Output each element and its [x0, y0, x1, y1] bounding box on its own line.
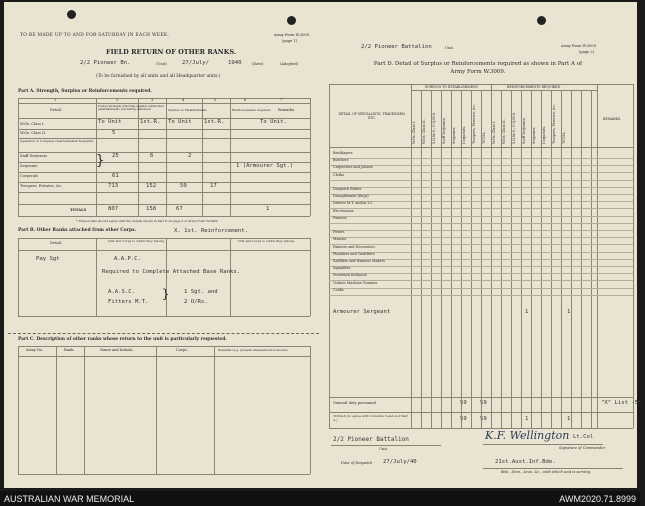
col-number: 2 [116, 98, 119, 102]
sub-column-header: S.Q.M.S.; C.Q.M.S. [512, 111, 516, 144]
date-label: (Date) [252, 62, 264, 66]
part-b-entry: 1 Sgt. and [184, 289, 218, 295]
signature-rank: Lt.Col [573, 434, 594, 440]
detail-header: DETAIL OF SPECIALISTS, TRADESMEN, ETC. [338, 112, 406, 121]
part-b-header: Unit and Corps to which they belong. [108, 239, 165, 243]
totals-value: 158 [146, 206, 157, 212]
fold-line [8, 333, 319, 334]
trade-row: Cooks [333, 287, 344, 292]
form-number: Army Form W.3009 [274, 33, 309, 37]
armourer-label: Armourer Sergeant [333, 309, 391, 315]
part-b-header: Detail. [50, 241, 63, 245]
col-number: 5 [214, 98, 217, 102]
left-page [4, 2, 320, 488]
trade-row: Clerks [333, 172, 345, 177]
general-duty-total: 59 [480, 400, 487, 406]
sub-column-header: W.Os. Class II. [502, 119, 506, 144]
reinf-header: REINFORCEMENTS REQUIRED. [507, 85, 561, 89]
row-value: To Unit [98, 119, 122, 125]
row-value: 61 [112, 173, 119, 179]
brigade-value: 21st.Aust.Inf.Bde. [495, 459, 556, 465]
row-label: Troopers, Privates, &c. [20, 184, 63, 188]
row-value: 1 (Armourer Sgt.) [236, 163, 294, 169]
totals-reinf-total: 1 [567, 416, 571, 422]
form-number: Army Form W.3009 [561, 44, 596, 48]
trade-row: Masons [333, 237, 347, 242]
sub-column-header: W.Os. Class I. [412, 120, 416, 144]
armourer-total: 1 [567, 309, 571, 315]
part-b-entry: Fitters M.T. [108, 299, 149, 305]
trade-row: Saddlers and Harness Makers [333, 259, 385, 263]
unit-label: Unit. [445, 46, 455, 50]
remarks-header: REMARKS. [603, 117, 622, 121]
col-number: 1 [54, 98, 57, 102]
bottom-unit: 2/2 Pioneer Battalion [333, 436, 409, 443]
year-value: 1940 [228, 60, 242, 66]
brace: } [96, 153, 105, 169]
totals-value: 1 [266, 206, 270, 212]
part-b-entry: Required to Complete Attached Base Ranks. [102, 269, 241, 275]
part-a-title: Part A. Strength, Surplus or Reinforcements required. [18, 89, 152, 94]
page-label: (page 2) [579, 50, 595, 54]
punch-hole [287, 16, 296, 25]
part-b-entry: A.A.P.C. [114, 256, 141, 262]
totals-reinf: 1 [525, 416, 529, 422]
archive-footer [0, 491, 640, 506]
row-label: W.Os. Class I. [20, 122, 45, 126]
row-value: 5 [112, 130, 116, 136]
row-label: Serjeants [20, 164, 38, 168]
footer-right: AWM2020.71.8999 [559, 494, 636, 504]
part-b-entry: A.A.S.C. [108, 289, 135, 295]
unit-label: (Unit) [156, 62, 167, 66]
dispatch-label: Date of Despatch [341, 461, 373, 465]
right-page [319, 2, 645, 488]
row-label: W.Os. Class II. [20, 131, 47, 135]
sub-column-header: S.Q.M.S.; C.Q.M.S. [432, 111, 436, 144]
general-duty-remark: "X" List -56. [601, 400, 645, 406]
sub-column-header: Troopers, Privates, &c. [552, 104, 556, 144]
armourer-reinf: 1 [525, 309, 529, 315]
punch-hole [67, 10, 76, 19]
part-c-header: Name and Initials. [100, 348, 134, 352]
col-number: 6 [244, 98, 247, 102]
totals-surplus: 59 [460, 416, 467, 422]
surplus-header: SURPLUS TO ESTABLISHMENT. [425, 85, 479, 89]
header-detail: Detail. [50, 108, 63, 112]
trade-row: Vickers Machine Gunners [333, 280, 378, 285]
row-value: 50 [180, 183, 187, 189]
sub-column-header: Serjeants. [532, 126, 536, 144]
sub-column-header: TOTAL. [562, 131, 566, 144]
totals-total: 59 [480, 416, 487, 422]
trade-row: Bricklayers [333, 151, 353, 155]
sub-column-header: Staff Serjeants. [522, 117, 526, 144]
part-c-header: Corps. [176, 348, 188, 352]
trade-row: Plumbers and Gasfitters [333, 251, 375, 256]
trade-row: Signallers [333, 266, 351, 271]
sub-column-header: Serjeants. [452, 126, 456, 144]
brace: } [162, 287, 170, 301]
brigade-label: Bde., Divn., Area, &c., with which unit is serving. [501, 470, 592, 474]
unit-header: 2/2 Pioneer Battalion [361, 44, 432, 50]
furnished-note: (To be furnished by all units and all Headquarter units.) [96, 74, 221, 79]
row-value: 25 [112, 153, 119, 159]
row-value: 1st.R. [140, 119, 161, 125]
sub-column-header: W.Os. Class I. [492, 120, 496, 144]
trade-row: Fitters [333, 230, 345, 235]
row-value: 152 [146, 183, 157, 189]
row-label: Staff Serjeants [20, 154, 48, 158]
part-c-header: Army No. [26, 348, 44, 352]
signature-label: Signature of Commander. [559, 446, 606, 450]
sub-column-header: Staff Serjeants. [442, 117, 446, 144]
signature: K.F. Wellington [485, 429, 570, 442]
row-value: 1st.R. [204, 119, 225, 125]
top-note: TO BE MADE UP TO AND FOR SATURDAY IN EACH WEEK. [20, 33, 170, 38]
trade-row: Drivers M.T. and/or I.C. [333, 201, 374, 206]
trade-row: Draughtsmen (Engr) [333, 194, 369, 199]
sub-column-header: Corporals. [462, 125, 466, 144]
header-reinf: Reinforcements required. [232, 108, 272, 112]
col-number: 7 [280, 98, 283, 102]
general-duty-surplus: 59 [460, 400, 467, 406]
totals-label: TOTALS [70, 208, 87, 212]
part-b-title: Part B. Other Ranks attached from other Corps. [18, 228, 137, 233]
form-title: FIELD RETURN OF OTHER RANKS. [106, 48, 237, 56]
part-b-entry: Pay Sgt [36, 256, 60, 262]
trade-row: Fanners [333, 215, 347, 220]
part-b-stamp: X. 1st. Reinforcement. [174, 228, 249, 234]
sub-column-header: TOTAL. [482, 131, 486, 144]
adopted-label: (Adopted) [280, 62, 299, 66]
trade-row: Carpenters and Joiners [333, 165, 373, 170]
part-c-header: Rank. [64, 348, 75, 352]
part-d-title: Part D. Detail of Surplus or Reinforcements required as shown in Part A of Army Form W.3009. [373, 61, 583, 75]
row-value: 6 [150, 153, 154, 159]
part-c-header: Remarks (e.g. present whereabouts if known). [218, 348, 289, 352]
part-c-title: Part C. Description of other ranks whose return to the unit is particularly requested. [18, 337, 227, 342]
trade-row: Despatch Riders [333, 187, 362, 191]
sub-column-header: Troopers, Privates, &c. [472, 104, 476, 144]
part-b-header: Unit and Corps to which they belong. [238, 239, 295, 243]
trade-row: Electricians [333, 208, 354, 213]
unit-value: 2/2 Pioneer Bn. [80, 60, 131, 66]
col-number: 3 [151, 98, 154, 102]
trade-row: Painters and Decorators [333, 244, 375, 249]
part-b-entry: 2 O/Rs. [184, 299, 208, 305]
sub-column-header: Corporals. [542, 125, 546, 144]
footer-left: AUSTRALIAN WAR MEMORIAL [4, 494, 135, 504]
row-value: To Unit [168, 119, 192, 125]
header-surplus: Surplus to Establishment. [168, 108, 208, 112]
date-value: 27/July/ [182, 60, 209, 66]
row-value: To Unit. [260, 119, 287, 125]
totals-note: * These totals should agree with the details shown in Part D on page 2 of Army Form W.3009. [76, 219, 219, 223]
general-duty-label: General duty personnel [333, 401, 376, 405]
page-label: (page 1) [282, 39, 298, 43]
totals-value: 807 [108, 206, 119, 212]
trade-row: Butchers [333, 158, 349, 163]
punch-hole [537, 16, 546, 25]
row-value: 713 [108, 183, 119, 189]
totals-value: 67 [176, 206, 183, 212]
sub-column-header: W.Os. Class II. [422, 119, 426, 144]
col-number: 4 [182, 98, 185, 102]
totals-label: TOTALS (to agree with Columns 5 and 4 of Part A.) [333, 414, 408, 422]
row-label: Squadron or Company Quartermaster-Serjeants [20, 139, 94, 143]
trade-row: Storemen technical [333, 273, 367, 278]
row-value: 17 [210, 183, 217, 189]
header-remarks: Remarks. [278, 108, 296, 112]
row-value: 2 [188, 153, 192, 159]
dispatch-value: 27/July/40 [383, 459, 417, 465]
header-posted: Posted strength (showing against authorized establishment) (excluding attached) [98, 104, 164, 111]
row-label: Corporals [20, 174, 38, 178]
bottom-unit-label: Unit. [379, 447, 389, 451]
